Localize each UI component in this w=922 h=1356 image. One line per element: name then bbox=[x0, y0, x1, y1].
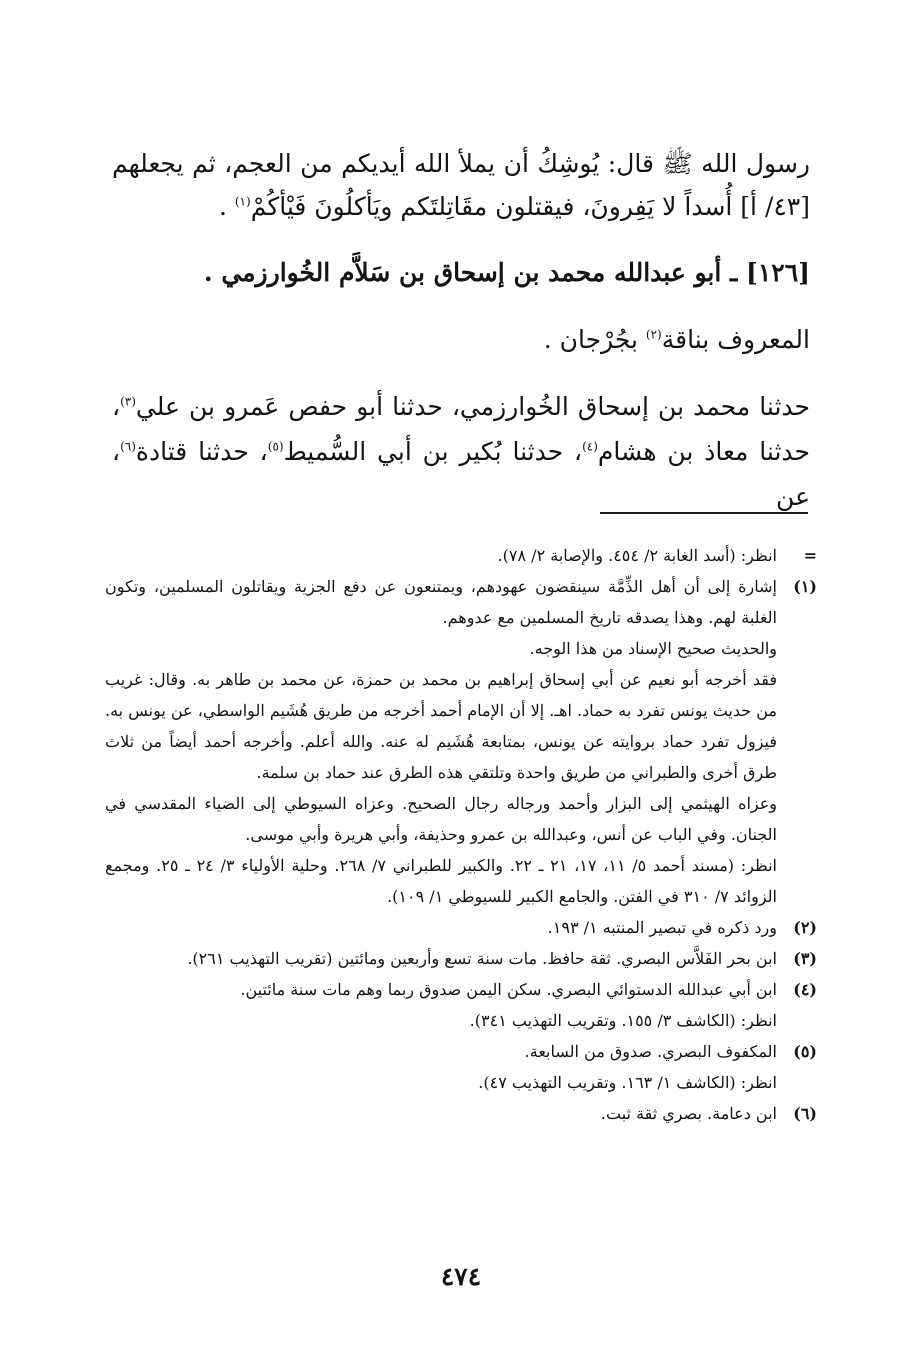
footnote-number: (٦) bbox=[793, 1104, 817, 1123]
footnote-3 bbox=[105, 943, 817, 974]
continued-text: انظر: (أسد الغابة ٢/ ٤٥٤. والإصابة ٢/ ٧٨). bbox=[497, 546, 777, 565]
footnote-ref-4: (٤) bbox=[582, 439, 598, 454]
footnote-paragraph: والحديث صحيح الإسناد من هذا الوجه. bbox=[529, 639, 777, 658]
footnote-divider bbox=[600, 512, 808, 514]
continued-marker: = bbox=[803, 546, 817, 565]
footnote-continued bbox=[105, 540, 817, 571]
footnote-number: (٥) bbox=[793, 1042, 817, 1061]
footnote-body bbox=[105, 571, 777, 912]
footnote-number: (١) bbox=[793, 577, 817, 596]
footnote-ref-6: (٦) bbox=[120, 439, 136, 454]
biography-heading bbox=[112, 253, 810, 293]
footnote-5 bbox=[105, 1036, 817, 1098]
isnad-part-e: ، عن bbox=[112, 437, 810, 511]
footnote-number: (٣) bbox=[793, 949, 817, 968]
footnote-ref-1: (١) bbox=[234, 194, 251, 209]
known-as-end: بجُرْجان . bbox=[543, 325, 646, 354]
footnote-paragraph: وعزاه الهيثمي إلى البزار وأحمد ورجاله رجال الصحيح. وعزاه السيوطي إلى الضياء المقدسي في الجنان. وفي الباب عن أنس، وعبدالله بن عمرو وحذيفة، وأبي هريرة وأبي موسى. bbox=[105, 794, 778, 844]
footnote-body bbox=[105, 974, 777, 1036]
isnad-part-d: ، حدثنا قتادة bbox=[135, 437, 268, 466]
footnote-ref-2: (٢) bbox=[645, 327, 662, 342]
footnote-body bbox=[105, 1036, 777, 1098]
isnad-part-a: حدثنا محمد بن إسحاق الخُوارزمي، حدثنا أبو حفص عَمرو بن علي bbox=[135, 392, 810, 421]
footnote-1 bbox=[105, 571, 817, 912]
footnote-paragraph: ابن أبي عبدالله الدستوائي البصري. سكن اليمن صدوق ربما وهم مات سنة مائتين. bbox=[240, 980, 777, 999]
main-paragraph-2 bbox=[112, 384, 810, 519]
isnad-part-b: ، حدثنا معاذ بن هشام bbox=[112, 392, 810, 466]
footnote-ref-3: (٣) bbox=[120, 394, 136, 409]
footnote-body bbox=[105, 912, 777, 943]
footnote-4 bbox=[105, 974, 817, 1036]
footnote-paragraph: ورد ذكره في تبصير المنتبه ١/ ١٩٣. bbox=[547, 918, 777, 937]
footnote-paragraph: انظر: (مسند أحمد ٥/ ١١، ١٧، ٢١ ـ ٢٢. والكبير للطبراني ٧/ ٢٦٨. وحلية الأولياء ٣/ ٢٤ ـ ٢٥. ومجمع الزوائد ٧/ ٣١٠ في الفتن. والجامع الكبير للسيوطي ١/ ١٠٩). bbox=[105, 856, 778, 906]
footnote-body bbox=[105, 1098, 777, 1129]
footnote-paragraph: انظر: (الكاشف ١/ ١٦٣. وتقريب التهذيب ٤٧). bbox=[478, 1073, 777, 1092]
main-paragraph-1 bbox=[112, 142, 810, 228]
footnote-paragraph: ابن دعامة. بصري ثقة ثبت. bbox=[600, 1104, 777, 1123]
heading-text: [١٢٦] ـ أبو عبدالله محمد بن إسحاق بن سَلاَّم الخُوارزمي . bbox=[203, 258, 810, 287]
footnote-number: (٤) bbox=[793, 980, 817, 999]
footnote-ref-5: (٥) bbox=[267, 439, 284, 454]
known-as-line bbox=[112, 320, 810, 360]
footnote-2 bbox=[105, 912, 817, 943]
paragraph-1-end: . bbox=[218, 192, 227, 221]
footnote-paragraph: انظر: (الكاشف ٣/ ١٥٥. وتقريب التهذيب ٣٤١). bbox=[469, 1011, 777, 1030]
footnote-number: (٢) bbox=[793, 918, 817, 937]
footnotes-section bbox=[105, 540, 817, 1129]
isnad-part-c: ، حدثنا بُكير بن أبي السُّميط bbox=[283, 437, 583, 466]
footnote-paragraph: فقد أخرجه أبو نعيم عن أبي إسحاق إبراهيم بن محمد بن حمزة، عن محمد بن طاهر به. وقال: غريب من حديث يونس تفرد به حماد. اهـ. إلا أن الإمام أحمد أخرجه من طريق هُشَيم الواسطي، عن يونس به. فيزول تفرد حماد بروايته عن يونس، بمتابعة هُشَيم له عنه. والله أعلم. وأخرجه أحمد أيضاً من ثلاث طرق أخرى والطبراني من طريق واحدة وتلتقي هذه الطرق عند حماد بن سلمة. bbox=[105, 670, 777, 782]
footnote-body bbox=[105, 943, 777, 974]
known-as-start: المعروف بناقة bbox=[661, 325, 810, 354]
footnote-paragraph: المكفوف البصري. صدوق من السابعة. bbox=[524, 1042, 777, 1061]
page-number: ٤٧٤ bbox=[440, 1262, 482, 1291]
footnote-paragraph: ابن بحر الفَلاَّس البصري. ثقة حافظ. مات سنة تسع وأربعين ومائتين (تقريب التهذيب ٢٦١). bbox=[187, 949, 777, 968]
footnote-6 bbox=[105, 1098, 817, 1129]
footnote-paragraph: إشارة إلى أن أهل الذِّمَّة سينقضون عهودهم، ويمتنعون عن دفع الجزية ويقاتلون المسلمين، وتكون الغلبة لهم. وهذا يصدقه تاريخ المسلمين مع عدوهم. bbox=[105, 577, 777, 627]
paragraph-1-text: رسول الله ﷺ قال: يُوشِكُ أن يملأ الله أيديكم من العجم، ثم يجعلهم [٤٣/ أ] أُسداً لا يَفِرونَ، فيقتلون مقَاتِلتَكم ويَأكلُونَ فَيْأكُمْ bbox=[112, 149, 810, 221]
